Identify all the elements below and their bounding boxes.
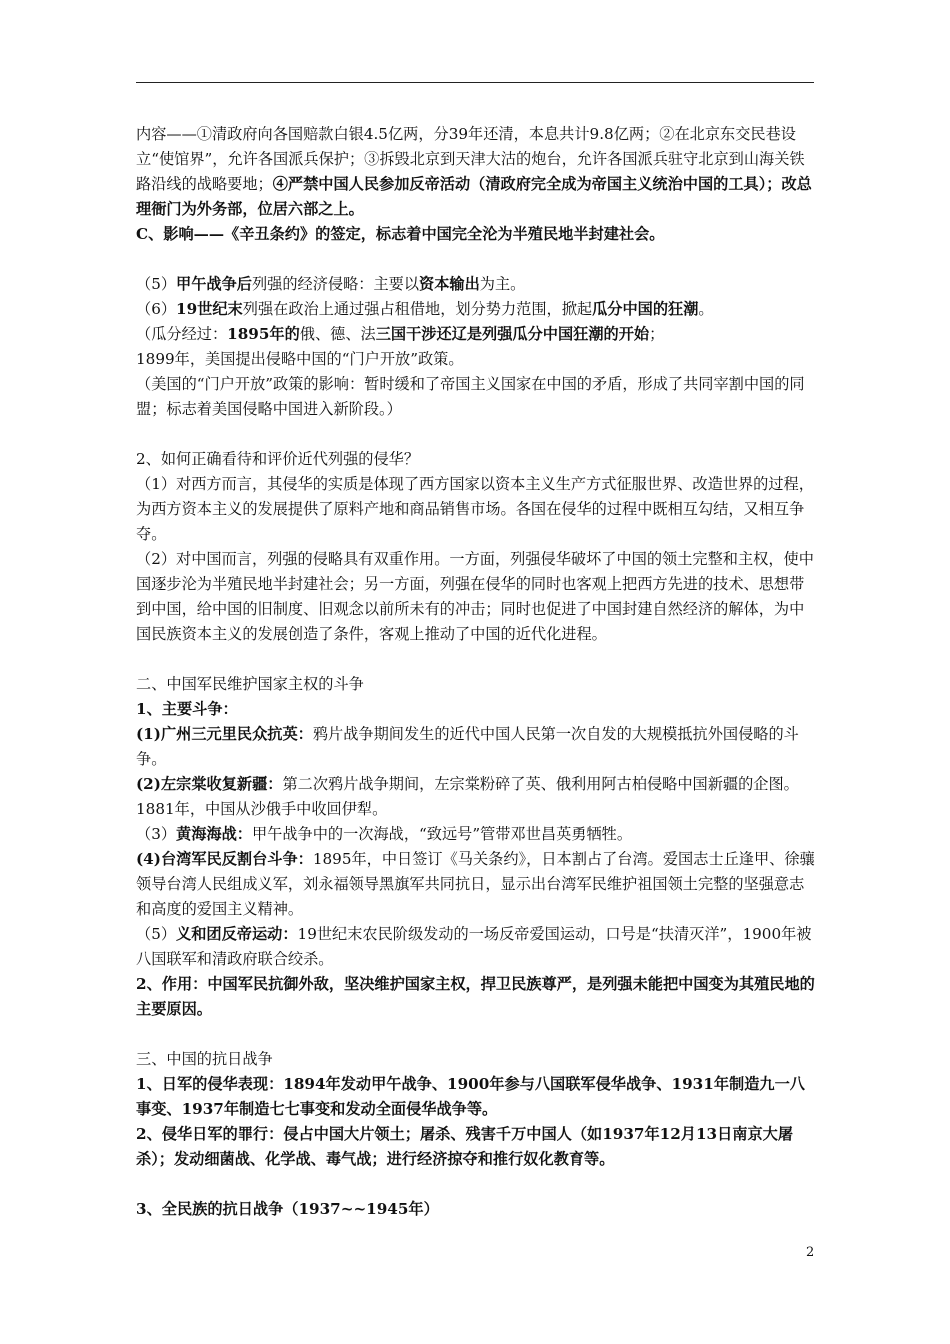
text-run: （3） [136, 825, 177, 843]
paragraph-spacer [136, 1022, 816, 1047]
paragraph [136, 847, 816, 922]
text-run: 二、中国军民维护国家主权的斗争 [136, 675, 364, 693]
text-run: 19世纪末农民阶级发动的一场反帝爱国运动，口号是“扶清灭洋”，1900年被八国联军和清政府联合绞杀。 [136, 925, 812, 968]
text-run: （美国的“门户开放”政策的影响：暂时缓和了帝国主义国家在中国的矛盾，形成了共同宰割中国的同盟；标志着美国侵略中国进入新阶段。） [136, 375, 805, 418]
text-run: （2）对中国而言，列强的侵略具有双重作用。一方面，列强侵华破坏了中国的领土完整和主权，使中国逐步沦为半殖民地半封建社会；另一方面，列强在侵华的同时也客观上把西方先进的技术、思想带到中国，给中国的旧制度、旧观念以前所未有的冲击；同时也促进了中国封建自然经济的解体，为中国民族资本主义的发展创造了条件，客观上推动了中国的近代化进程。 [136, 550, 814, 643]
text-run: 列强在政治上通过强占租借地，划分势力范围，掀起 [242, 300, 593, 318]
text-run: （5） [136, 925, 177, 943]
paragraph [136, 447, 816, 472]
bold-text-run: 2、侵华日军的罪行：侵占中国大片领土；屠杀、残害千万中国人（如1937年12月13日南京大屠杀）；发动细菌战、化学战、毒气战；进行经济掠夺和推行奴化教育等。 [136, 1125, 794, 1168]
text-run: 鸦片战争期间发生的近代中国人民第一次自发的大规模抵抗外国侵略的斗争。 [136, 725, 799, 768]
text-run: 2、如何正确看待和评价近代列强的侵华？ [136, 450, 420, 468]
paragraph [136, 222, 816, 247]
paragraph [136, 1072, 816, 1122]
paragraph [136, 372, 816, 422]
text-run: 俄、德、法 [299, 325, 376, 343]
bold-text-run: ④严禁中国人民参加反帝活动（清政府完全成为帝国主义统治中国的工具）；改总理衙门为外务部，位居六部之上。 [136, 175, 812, 218]
bold-text-run: (4)台湾军民反割台斗争： [136, 850, 313, 868]
bold-text-run: 2、作用：中国军民抗御外敌，坚决维护国家主权，捍卫民族尊严，是列强未能把中国变为其殖民地的主要原因。 [136, 975, 815, 1018]
text-run: 为主。 [479, 275, 526, 293]
header-rule [136, 82, 814, 83]
paragraph [136, 822, 816, 847]
paragraph [136, 672, 816, 697]
paragraph [136, 272, 816, 297]
bold-text-run: 19世纪末 [176, 300, 243, 318]
paragraph-spacer [136, 422, 816, 447]
paragraph [136, 722, 816, 772]
bold-text-run: 1、日军的侵华表现：1894年发动甲午战争、1900年参与八国联军侵华战争、1931年制造九一八事变、1937年制造七七事变和发动全面侵华战争等。 [136, 1075, 805, 1118]
bold-text-run: 瓜分中国的狂潮 [592, 300, 699, 318]
paragraph [136, 297, 816, 322]
paragraph [136, 697, 816, 722]
bold-text-run: 资本输出 [419, 275, 480, 293]
paragraph [136, 1122, 816, 1172]
paragraph-spacer [136, 247, 816, 272]
paragraph [136, 922, 816, 972]
bold-text-run: (2)左宗棠收复新疆： [136, 775, 283, 793]
text-run: 三、中国的抗日战争 [136, 1050, 273, 1068]
paragraph [136, 347, 816, 372]
text-run: （5） [136, 275, 177, 293]
paragraph-spacer [136, 1172, 816, 1197]
bold-text-run: 三国干涉还辽是列强瓜分中国狂潮的开始 [375, 325, 650, 343]
text-run: 甲午战争中的一次海战，“致远号”管带邓世昌英勇牺牲。 [251, 825, 633, 843]
document-body [136, 122, 816, 1222]
text-run: 列强的经济侵略：主要以 [251, 275, 420, 293]
bold-text-run: 1、主要斗争： [136, 700, 238, 718]
bold-text-run: 义和团反帝运动： [176, 925, 298, 943]
page-number: 2 [806, 1245, 815, 1260]
text-run: 1895年，中日签订《马关条约》，日本割占了台湾。爱国志士丘逢甲、徐骧领导台湾人民组成义军，刘永福领导黑旗军共同抗日，显示出台湾军民维护祖国领土完整的坚强意志和高度的爱国主义精神。 [136, 850, 815, 918]
paragraph [136, 322, 816, 347]
text-run: （瓜分经过： [136, 325, 228, 343]
text-run: （1）对西方而言，其侵华的实质是体现了西方国家以资本主义生产方式征服世界、改造世界的过程，为西方资本主义的发展提供了原料产地和商品销售市场。各国在侵华的过程中既相互勾结，又相互争夺。 [136, 475, 814, 543]
paragraph-spacer [136, 647, 816, 672]
paragraph [136, 472, 816, 547]
text-run: 第二次鸦片战争期间，左宗棠粉碎了英、俄利用阿古柏侵略中国新疆的企图。1881年，中国从沙俄手中收回伊犁。 [136, 775, 799, 818]
paragraph [136, 1197, 816, 1222]
text-run: 。 [698, 300, 714, 318]
bold-text-run: C、影响——《辛丑条约》的签定，标志着中国完全沦为半殖民地半封建社会。 [136, 225, 665, 243]
paragraph [136, 547, 816, 647]
text-run: （6） [136, 300, 177, 318]
bold-text-run: 1895年的 [227, 325, 300, 343]
text-run: ； [649, 325, 665, 343]
bold-text-run: (1)广州三元里民众抗英： [136, 725, 313, 743]
paragraph [136, 772, 816, 822]
text-run: 1899年，美国提出侵略中国的“门户开放”政策。 [136, 350, 464, 368]
text-run: 内容——①清政府向各国赔款白银4.5亿两，分39年还清，本息共计9.8亿两；②在北京东交民巷设立“使馆界”，允许各国派兵保护；③拆毁北京到天津大沽的炮台，允许各国派兵驻守北京到山海关铁路沿线的战略要地； [136, 125, 805, 193]
bold-text-run: 甲午战争后 [176, 275, 252, 293]
bold-text-run: 黄海海战： [176, 825, 252, 843]
paragraph [136, 972, 816, 1022]
paragraph [136, 1047, 816, 1072]
paragraph [136, 122, 816, 222]
bold-text-run: 3、全民族的抗日战争（1937~~1945年） [136, 1200, 439, 1218]
